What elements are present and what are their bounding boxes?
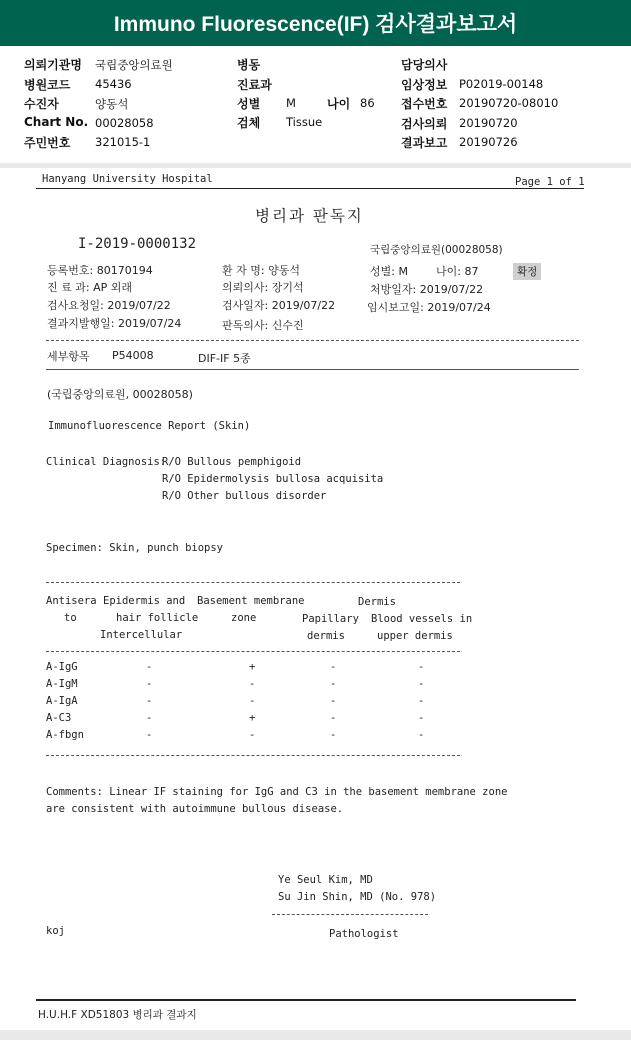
table-cell-result: - [249, 695, 256, 707]
col-header-epidermis: Intercellular [100, 629, 183, 641]
value-receipt-no: 20190720-08010 [459, 96, 559, 110]
table-cell-result: - [146, 661, 153, 673]
signature-rule [272, 914, 428, 915]
table-cell-result: - [146, 712, 153, 724]
patient-sex: 성별: M [370, 265, 408, 278]
table-cell-antisera: A-IgG [46, 661, 78, 673]
registration-number: 등록번호: 80170194 [47, 264, 153, 277]
col-header-antisera: to [64, 612, 77, 624]
label-resident-no: 주민번호 [24, 136, 71, 150]
col-header-antisera: Antisera [46, 595, 97, 607]
value-specimen: Tissue [286, 115, 323, 129]
signature-title: Pathologist [329, 928, 399, 940]
col-header-papillary: dermis [307, 630, 345, 642]
detail-code: P54008 [112, 349, 154, 362]
patient-age: 나이: 87 [436, 265, 479, 278]
result-issue-date: 결과지발행일: 2019/07/24 [47, 317, 182, 330]
table-cell-result: + [249, 712, 256, 724]
label-institution: 의뢰기관명 [24, 58, 82, 72]
comments-line: are consistent with autoimmune bullous disease. [46, 803, 344, 815]
report-top-rule [36, 188, 584, 189]
clinical-diagnosis-item: R/O Bullous pemphigoid [162, 456, 302, 468]
table-cell-antisera: A-IgA [46, 695, 78, 707]
value-chart-no: 00028058 [95, 116, 154, 130]
department: 진 료 과: AP 외래 [47, 281, 132, 294]
referring-physician: 의뢰의사: 장기석 [222, 281, 304, 294]
label-age: 나이 [327, 97, 351, 111]
signature-name: Su Jin Shin, MD (No. 978) [278, 891, 437, 903]
table-cell-result: - [418, 729, 425, 741]
col-header-blood-vessels: Blood vessels in [371, 613, 473, 625]
value-result-report: 20190726 [459, 135, 518, 149]
label-test-request: 검사의뢰 [401, 117, 448, 131]
label-clinical-info: 임상정보 [401, 78, 448, 92]
value-institution: 국립중앙의료원 [95, 58, 173, 72]
clinical-diagnosis-item: R/O Other bullous disorder [162, 490, 327, 502]
table-cell-result: - [330, 661, 337, 673]
specimen-info: Specimen: Skin, punch biopsy [46, 542, 224, 554]
table-cell-result: - [330, 695, 337, 707]
interim-report-date: 임시보고일: 2019/07/24 [367, 301, 491, 314]
label-department: 진료과 [237, 78, 272, 92]
table-bottom-rule [46, 755, 460, 756]
footer-rule [36, 999, 576, 1001]
col-header-bmz: zone [231, 612, 257, 624]
prescription-date: 처방일자: 2019/07/22 [370, 283, 484, 296]
table-top-rule [46, 582, 460, 583]
exam-date: 검사일자: 2019/07/22 [222, 299, 336, 312]
table-cell-result: - [330, 729, 337, 741]
table-cell-antisera: A-fbgn [46, 729, 84, 741]
footer-form-code: H.U.H.F XD51803 병리과 결과지 [38, 1009, 197, 1021]
report-page-number: Page 1 of 1 [515, 176, 585, 188]
label-specimen: 검체 [237, 116, 261, 130]
col-header-bmz: Basement membrane [197, 595, 305, 607]
value-test-request: 20190720 [459, 116, 518, 130]
value-age: 86 [360, 96, 375, 110]
label-result-report: 결과보고 [401, 136, 448, 150]
comments-line: Comments: Linear IF staining for IgG and C3 in the basement membrane zone [46, 786, 508, 798]
col-header-blood-vessels: upper dermis [377, 630, 453, 642]
detail-name: DIF-IF 5종 [198, 352, 251, 365]
table-cell-antisera: A-C3 [46, 712, 72, 724]
detail-label: 세부항목 [47, 350, 90, 363]
value-resident-no: 321015-1 [95, 135, 151, 149]
label-receipt-no: 접수번호 [401, 97, 448, 111]
clinical-diagnosis-item: R/O Epidermolysis bullosa acquisita [162, 473, 384, 485]
table-cell-result: - [249, 678, 256, 690]
col-header-papillary: Papillary [302, 613, 359, 625]
patient-name: 환 자 명: 양동석 [222, 264, 300, 277]
divider-line [46, 369, 579, 370]
clinical-diagnosis-label: Clinical Diagnosis: [46, 456, 167, 468]
value-sex: M [286, 96, 296, 110]
table-cell-result: - [146, 678, 153, 690]
table-header-rule [46, 651, 460, 652]
confirmed-badge: 확정 [513, 263, 541, 280]
referring-institution: 국립중앙의료원(00028058) [370, 244, 503, 256]
report-banner-title: Immuno Fluorescence(IF) 검사결과보고서 [0, 0, 631, 46]
label-hospital-code: 병원코드 [24, 78, 71, 92]
table-cell-antisera: A-IgM [46, 678, 78, 690]
label-ward: 병동 [237, 58, 261, 72]
signature-name: Ye Seul Kim, MD [278, 874, 373, 886]
col-header-epidermis: hair follicle [116, 612, 199, 624]
request-date: 검사요청일: 2019/07/22 [47, 299, 171, 312]
divider-line [46, 340, 579, 341]
table-cell-result: + [249, 661, 256, 673]
table-cell-result: - [330, 678, 337, 690]
table-cell-result: - [146, 695, 153, 707]
case-number: I-2019-0000132 [78, 236, 197, 252]
table-cell-result: - [418, 661, 425, 673]
table-cell-result: - [249, 729, 256, 741]
value-hospital-code: 45436 [95, 77, 132, 91]
value-patient: 양동석 [95, 97, 129, 111]
label-sex: 성별 [237, 97, 261, 111]
label-patient: 수진자 [24, 97, 59, 111]
table-cell-result: - [418, 678, 425, 690]
table-cell-result: - [330, 712, 337, 724]
table-cell-result: - [418, 712, 425, 724]
col-header-dermis: Dermis [358, 596, 396, 608]
typist-initials: koj [46, 925, 65, 937]
table-cell-result: - [146, 729, 153, 741]
col-header-epidermis: Epidermis and [103, 595, 186, 607]
report-hospital-name: Hanyang University Hospital [42, 173, 213, 185]
label-chart-no: Chart No. [24, 115, 89, 129]
report-subtitle: Immunofluorescence Report (Skin) [48, 420, 251, 432]
table-cell-result: - [418, 695, 425, 707]
label-physician: 담당의사 [401, 58, 448, 72]
bottom-strip [0, 1030, 631, 1040]
report-title: 병리과 판독지 [255, 207, 364, 225]
reading-pathologist: 판독의사: 신수진 [222, 319, 304, 332]
value-clinical-info: P02019-00148 [459, 77, 544, 91]
reference-line: (국립중앙의료원, 00028058) [47, 388, 193, 401]
